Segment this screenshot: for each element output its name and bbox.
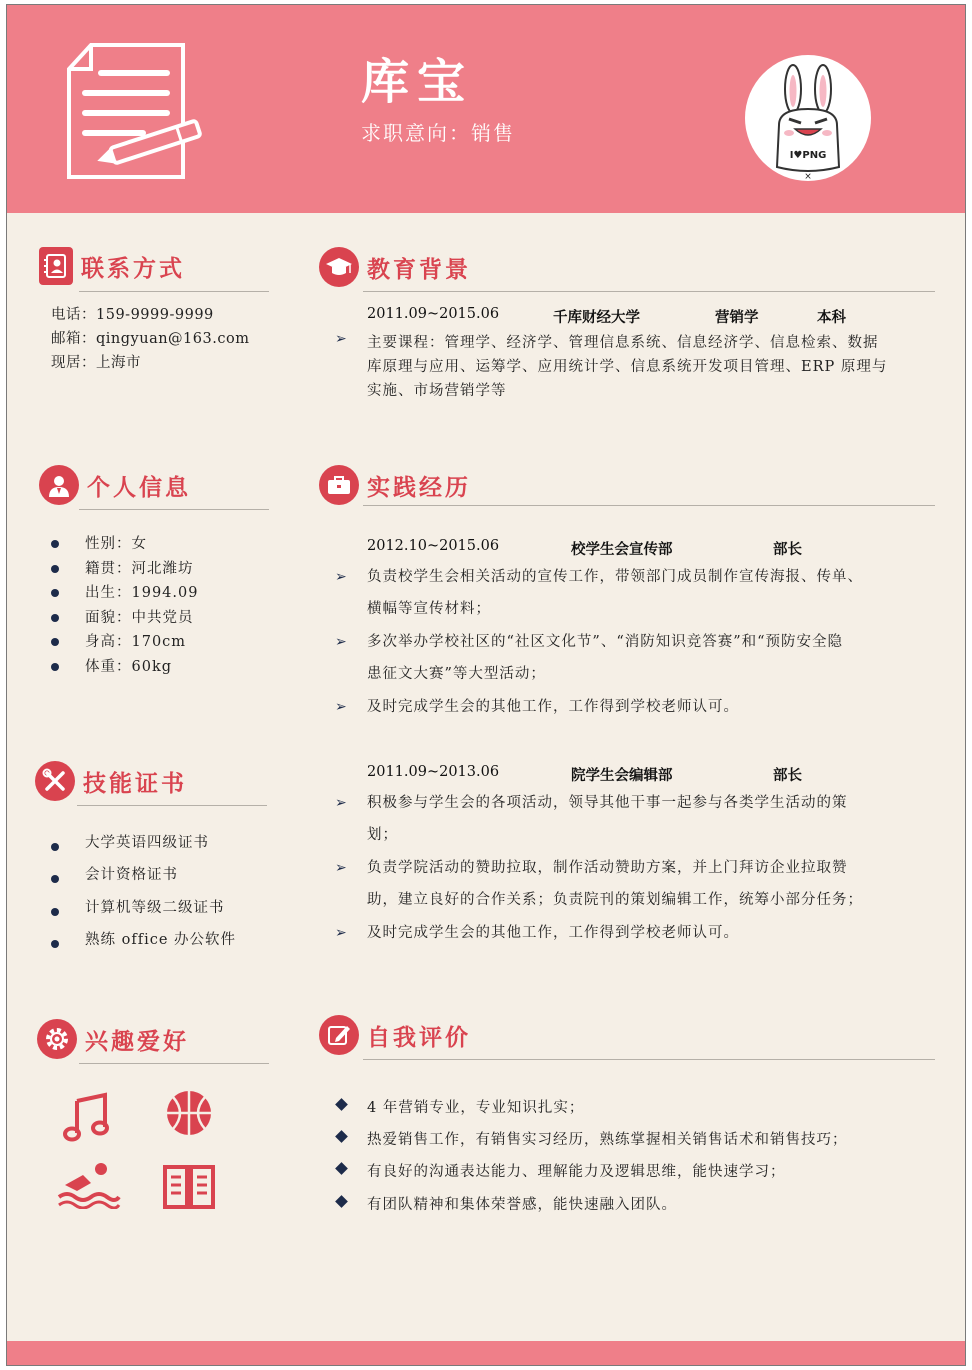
diamond-bullet-icon — [335, 1098, 348, 1111]
personal-list — [51, 532, 198, 679]
list-item: 熟练 office 办公软件 — [51, 928, 236, 960]
practice-title: 实践经历 — [367, 473, 471, 501]
skills-list — [51, 831, 236, 960]
music-note-icon — [63, 1091, 111, 1143]
self-eval-section-header — [319, 1015, 471, 1055]
list-item: 计算机等级二级证书 — [51, 896, 236, 928]
swimming-icon — [57, 1157, 121, 1209]
education-title: 教育背景 — [367, 255, 471, 283]
education-degree: 本科 — [817, 309, 846, 326]
list-item: 性别：女 — [51, 532, 198, 557]
gear-icon — [37, 1019, 77, 1059]
list-item: 会计资格证书 — [51, 863, 236, 895]
education-divider — [363, 291, 935, 292]
list-item: 面貌：中共党员 — [51, 606, 198, 631]
edit-pen-icon — [319, 1015, 359, 1055]
skills-section-header — [35, 761, 187, 801]
bunny-avatar-icon — [745, 55, 871, 181]
contact-details — [51, 303, 249, 375]
personal-section-header — [39, 465, 191, 505]
graduation-cap-icon — [319, 247, 359, 287]
contact-title: 联系方式 — [81, 254, 185, 282]
header-banner — [7, 5, 965, 213]
list-item: 大学英语四级证书 — [51, 831, 236, 863]
resume-page: 库宝 求职意向：销售 I♥PNG × 联系方式 电话：159-9999-9999 邮箱：qingyuan@163.com 现居：上海市 个人信息 性别：女 籍贯：河北潍坊 出生：1994.09 面貌：中共党员 身高：170cm 体重：60kg 技能证书 大学英语四级证书 会计资格证书 计算机等级二级证书 熟练 office 办公软件 兴趣爱好 教育背景 2011.09~2015.06 千库财经大学 营销学 本科 ➢ 主要课程：管理学、经济学、管理信息系统、信息经济学、信息检索、数据 库原理与应用、运筹学、应用统计学、信息系统开发项目管理、ERP 原理与 实施、市场营销学等 实践经历 2012.10~2015.06 校学生会宣传部 部长 ➢ 负责校学生会相关活动的宣传工作，带领部门成员制作宣传海报、传单、 横幅等宣传材料； ➢ 多次举办学校社区的“社区文化节”、“消防知识竞答赛”和“预防安全隐 患征文大赛”等大型活动； ➢ 及时完成学生会的其他工作，工作得到学校老师认可。 2011.09~2013.06 院学生会编辑部 部长 ➢ 积极参与学生会的各项活动，领导其他干事一起参与各类学生活动的策 划； ➢ 负责学院活动的赞助拉取，制作活动赞助方案，并上门拜访企业拉取赞 助，建立良好的合作关系；负责院刊的策划编辑工作，统筹小部分任务； ➢ 及时完成学生会的其他工作，工作得到学校老师认可。 自我评价 4 年营销专业，专业知识扎实； 热爱销售工作，有销售实习经历，熟练掌握相关销售话术和销售技巧； 有良好的沟通表达能力、理解能力及逻辑思维，能快速学习； 有团队精神和集体荣誉感，能快速融入团队。 — [6, 4, 966, 1366]
hobbies-section-header — [37, 1019, 189, 1059]
person-icon — [39, 465, 79, 505]
document-pen-icon — [63, 41, 213, 181]
footer-bar — [7, 1341, 965, 1365]
avatar-text: I♥PNG — [789, 150, 827, 161]
arrow-bullet-icon: ➢ — [335, 925, 348, 941]
arrow-bullet-icon: ➢ — [335, 634, 348, 650]
contact-location: 现居：上海市 — [51, 355, 141, 371]
diamond-bullet-icon — [335, 1162, 348, 1175]
avatar — [745, 55, 871, 181]
personal-title: 个人信息 — [87, 473, 191, 501]
list-item: 籍贯：河北潍坊 — [51, 557, 198, 582]
education-major: 营销学 — [715, 309, 759, 326]
diamond-bullet-icon — [335, 1130, 348, 1143]
list-item: 出生：1994.09 — [51, 581, 198, 606]
hobbies-title: 兴趣爱好 — [85, 1027, 189, 1055]
candidate-name: 库宝 — [361, 54, 474, 110]
education-school: 千库财经大学 — [553, 309, 640, 326]
tools-icon — [35, 761, 75, 801]
practice-divider — [363, 505, 935, 506]
list-item: 身高：170cm — [51, 630, 198, 655]
contact-email: 邮箱：qingyuan@163.com — [51, 331, 250, 347]
arrow-bullet-icon: ➢ — [335, 795, 348, 811]
education-section-header — [319, 247, 471, 287]
contact-divider — [79, 291, 269, 292]
contact-section-header — [39, 247, 185, 285]
job-intent: 求职意向：销售 — [361, 121, 515, 145]
practice-section-header — [319, 465, 471, 505]
self-eval-title: 自我评价 — [367, 1023, 471, 1051]
arrow-bullet-icon: ➢ — [335, 860, 348, 876]
hobbies-divider — [79, 1063, 269, 1064]
personal-divider — [79, 509, 269, 510]
arrow-bullet-icon: ➢ — [335, 331, 348, 347]
arrow-bullet-icon: ➢ — [335, 699, 348, 715]
diamond-bullet-icon — [335, 1195, 348, 1208]
self-eval-divider — [363, 1059, 935, 1060]
arrow-bullet-icon: ➢ — [335, 569, 348, 585]
contact-phone: 电话：159-9999-9999 — [51, 307, 214, 323]
education-courses: ➢ 主要课程：管理学、经济学、管理信息系统、信息经济学、信息检索、数据 库原理与应用、运筹学、应用统计学、信息系统开发项目管理、ERP 原理与 实施、市场营销学等 — [335, 331, 888, 399]
education-period: 2011.09~2015.06 — [367, 306, 500, 322]
contact-card-icon — [39, 247, 73, 285]
skills-title: 技能证书 — [83, 769, 187, 797]
list-item: 体重：60kg — [51, 655, 198, 680]
svg-text:×: × — [804, 172, 812, 181]
basketball-icon — [163, 1087, 215, 1139]
briefcase-icon — [319, 465, 359, 505]
skills-divider — [77, 805, 267, 806]
book-icon — [161, 1161, 217, 1211]
